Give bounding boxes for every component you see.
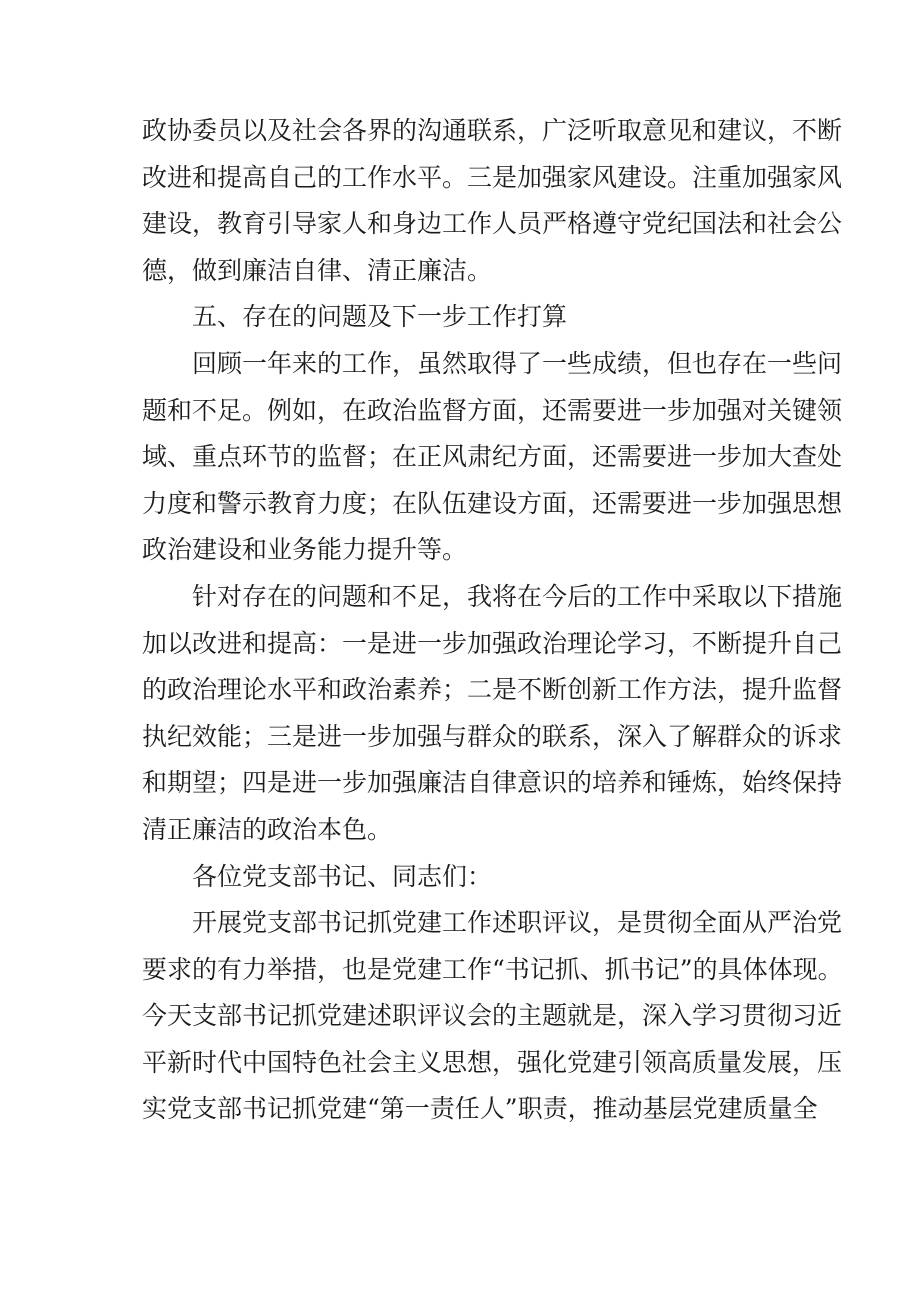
text-line: 实党支部书记抓党建“第一责任人”职责，推动基层党建质量全	[142, 1094, 818, 1124]
text-line: 建设，教育引导家人和身边工作人员严格遵守党纪国法和社会公	[142, 209, 843, 239]
text-line: 改进和提高自己的工作水平。三是加强家风建设。注重加强家风	[142, 162, 843, 192]
text-line: 平新时代中国特色社会主义思想，强化党建引领高质量发展，压	[142, 1047, 843, 1077]
salutation: 各位党支部书记、同志们：	[192, 861, 493, 891]
text-line: 针对存在的问题和不足，我将在今后的工作中采取以下措施	[192, 581, 843, 611]
text-line: 加以改进和提高：一是进一步加强政治理论学习，不断提升自己	[142, 628, 843, 658]
text-line: 要求的有力举措，也是党建工作“书记抓、抓书记”的具体体现。	[142, 954, 843, 984]
text-line: 回顾一年来的工作，虽然取得了一些成绩，但也存在一些问	[192, 348, 843, 378]
text-line: 和期望；四是进一步加强廉洁自律意识的培养和锤炼，始终保持	[142, 768, 843, 798]
text-line: 执纪效能；三是进一步加强与群众的联系，深入了解群众的诉求	[142, 721, 843, 751]
text-line: 域、重点环节的监督；在正风肃纪方面，还需要进一步加大查处	[142, 442, 843, 472]
text-line: 的政治理论水平和政治素养；二是不断创新工作方法，提升监督	[142, 675, 843, 705]
text-line: 今天支部书记抓党建述职评议会的主题就是，深入学习贯彻习近	[142, 1001, 843, 1031]
text-line: 题和不足。例如，在政治监督方面，还需要进一步加强对关键领	[142, 395, 843, 425]
text-line: 开展党支部书记抓党建工作述职评议，是贯彻全面从严治党	[192, 908, 843, 938]
text-line: 政治建设和业务能力提升等。	[142, 535, 468, 565]
text-line: 力度和警示教育力度；在队伍建设方面，还需要进一步加强思想	[142, 488, 843, 518]
text-line: 政协委员以及社会各界的沟通联系，广泛听取意见和建议，不断	[142, 116, 843, 145]
body-text	[142, 108, 843, 1133]
text-line: 清正廉洁的政治本色。	[142, 814, 393, 844]
section-heading: 五、存在的问题及下一步工作打算	[192, 302, 568, 332]
text-line: 德，做到廉洁自律、清正廉洁。	[142, 255, 493, 285]
